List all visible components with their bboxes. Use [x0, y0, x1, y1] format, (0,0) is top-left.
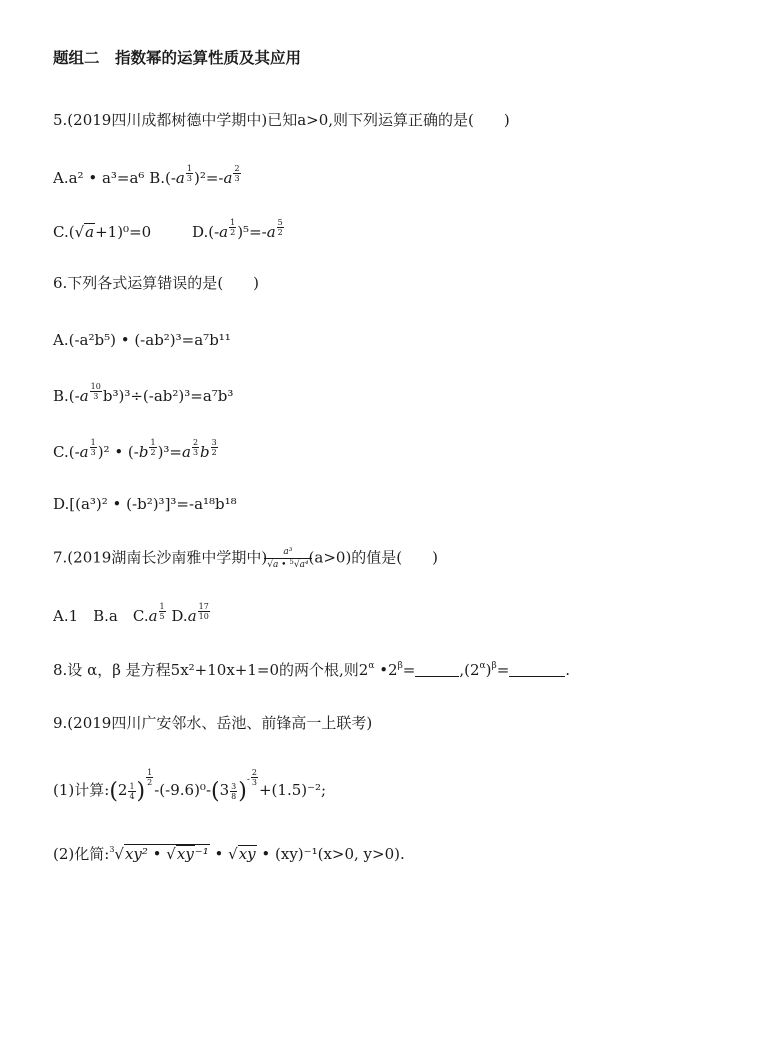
q6-option-b: B.(-a $\frac{10}{3}$ b³)³÷(-ab²)³=a⁷b³	[53, 381, 234, 405]
q6-option-a: A.(-a²b⁵) • (-ab²)³=a⁷b¹¹	[53, 331, 231, 349]
q6-option-c: C.(-a $\frac{1}{3}$ )² • (-b $\frac{1}{2}$ )³=a $\frac{2}{3}$ b $\frac{3}{2}$	[53, 437, 217, 461]
q8-stem: 8.设 α，β 是方程5x²+10x+1=0的两个根,则$2^\alpha$ $•2^\beta= ,(2^\alpha)^\beta=$ .	[53, 661, 571, 679]
q6-option-d: D.[(a³)² • (-b²)³]³=-a¹⁸b¹⁸	[53, 495, 237, 513]
q8-answer-blank-2[interactable]	[509, 662, 565, 677]
q6-stem: 6.下列各式运算错误的是( )	[53, 274, 260, 292]
q5-stem: 5.(2019四川成都树德中学期中)已知a>0,则下列运算正确的是( )	[53, 111, 510, 129]
q9-part-1: (1)计算:(2 $\frac{1}{4}$ ) $\frac{1}{2}$ -(-9.6)⁰-(3 $\frac{3}{8}$ )- $\frac{2}{3}$ +(1.5)⁻²;	[53, 767, 327, 804]
q7-options: A.1 B.a C.a $\frac{1}{5}$ D.a $\frac{17}{10}$	[53, 601, 209, 625]
q7-stem: 7.(2019湖南长沙南雅中学期中) $\frac{\text{a³}}{√a • ^5√a^4}$ (a>0)的值是( )	[53, 547, 439, 570]
q9-stem: 9.(2019四川广安邻水、岳池、前锋高一上联考)	[53, 714, 373, 732]
q5-option-a: A.a² • a³=a⁶	[53, 169, 145, 187]
q5-option-b: B.(-a $\frac{1}{3}$ )²=-a $\frac{2}{3}$	[149, 163, 240, 187]
q5-option-c: C.(√a+1)⁰=0	[53, 223, 152, 241]
q9-part-2: (2)化简:$^3$√xy² • √xy⁻¹ • √xy • (xy)⁻¹(x>0, y>0).	[53, 845, 405, 863]
q8-answer-blank-1[interactable]	[415, 662, 459, 677]
q5-options-cd	[53, 217, 285, 243]
q5-option-d: D.(-a $\frac{1}{2}$ )⁵=-a $\frac{5}{2}$	[191, 217, 283, 241]
section-title: 题组二 指数幂的运算性质及其应用	[53, 49, 302, 67]
q7-fraction: $\frac{\text{a³}}{√a • ^5√a^4}$	[267, 546, 308, 571]
q5-options-ab	[53, 163, 242, 189]
